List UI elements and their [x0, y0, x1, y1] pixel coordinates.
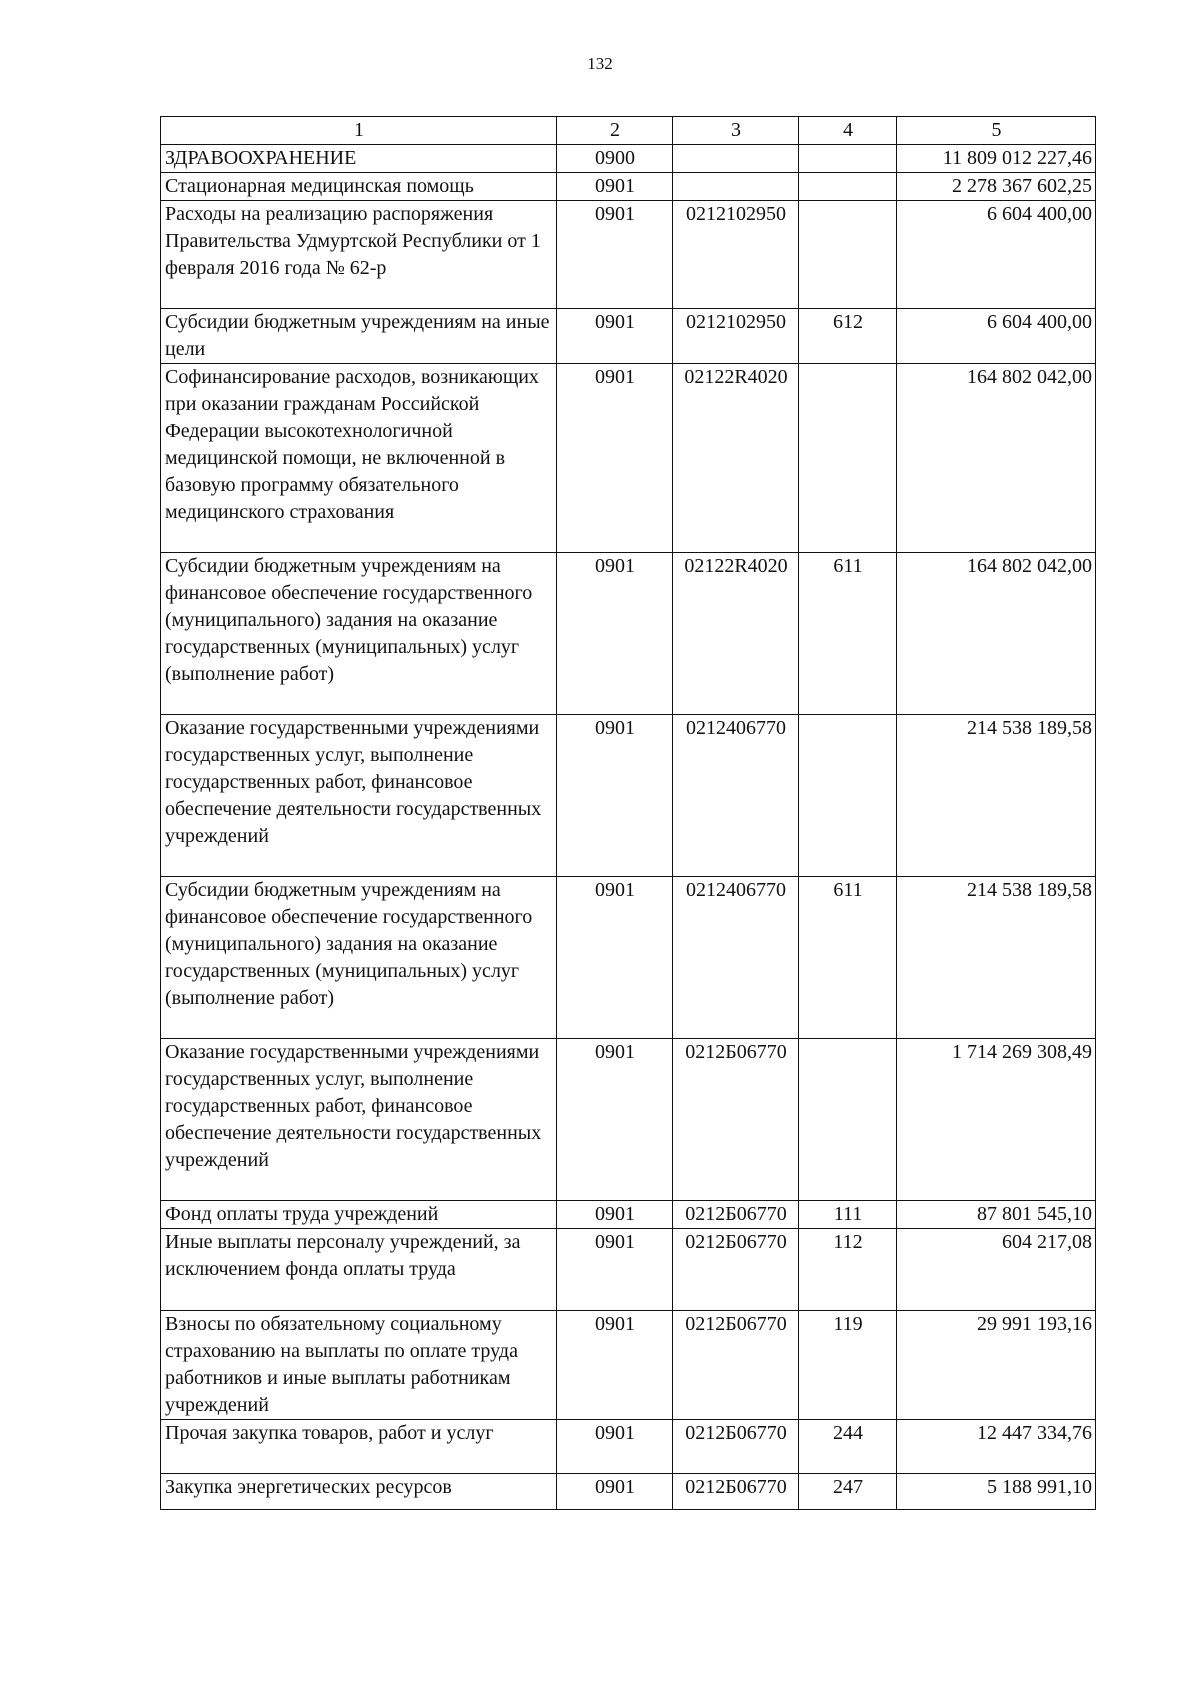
budget-table-body	[161, 117, 1096, 1510]
column-header: 2	[557, 117, 673, 145]
row-name: Закупка энергетических ресурсов	[161, 1474, 557, 1510]
table-header-row	[161, 117, 1096, 145]
row-expense-type	[799, 145, 897, 173]
row-section-code: 0901	[557, 1039, 673, 1201]
row-section-code: 0901	[557, 877, 673, 1039]
table-row	[161, 715, 1096, 877]
row-target-code: 0212Б06770	[673, 1201, 799, 1229]
row-target-code: 0212406770	[673, 877, 799, 1039]
column-header: 1	[161, 117, 557, 145]
page-number: 132	[587, 54, 613, 73]
row-section-code: 0901	[557, 173, 673, 201]
row-expense-type	[799, 364, 897, 553]
row-expense-type: 112	[799, 1229, 897, 1311]
row-amount: 6 604 400,00	[897, 201, 1096, 309]
row-amount: 29 991 193,16	[897, 1311, 1096, 1420]
table-row	[161, 1039, 1096, 1201]
row-expense-type	[799, 1039, 897, 1201]
row-target-code: 0212Б06770	[673, 1420, 799, 1474]
row-expense-type	[799, 715, 897, 877]
row-name: Фонд оплаты труда учреждений	[161, 1201, 557, 1229]
row-expense-type	[799, 173, 897, 201]
row-expense-type: 119	[799, 1311, 897, 1420]
row-name: Оказание государственными учреждениями государственных услуг, выполнение государственных работ, финансовое обеспечение деятельности государственных учреждений	[161, 1039, 557, 1201]
row-amount: 604 217,08	[897, 1229, 1096, 1311]
row-target-code: 0212406770	[673, 715, 799, 877]
row-expense-type: 244	[799, 1420, 897, 1474]
row-section-code: 0901	[557, 364, 673, 553]
row-target-code: 02122R4020	[673, 553, 799, 715]
row-amount: 164 802 042,00	[897, 364, 1096, 553]
table-row	[161, 145, 1096, 173]
row-expense-type: 611	[799, 553, 897, 715]
row-name: Субсидии бюджетным учреждениям на иные цели	[161, 309, 557, 364]
row-section-code: 0901	[557, 1474, 673, 1510]
table-row	[161, 1311, 1096, 1420]
table-row	[161, 201, 1096, 309]
table-row	[161, 1229, 1096, 1311]
row-section-code: 0901	[557, 309, 673, 364]
row-target-code: 0212Б06770	[673, 1039, 799, 1201]
table-row	[161, 1420, 1096, 1474]
row-amount: 164 802 042,00	[897, 553, 1096, 715]
row-amount: 214 538 189,58	[897, 715, 1096, 877]
row-name: Оказание государственными учреждениями государственных услуг, выполнение государственных работ, финансовое обеспечение деятельности государственных учреждений	[161, 715, 557, 877]
row-target-code: 0212102950	[673, 201, 799, 309]
budget-table	[160, 116, 1096, 1510]
row-section-code: 0901	[557, 1229, 673, 1311]
row-target-code: 0212Б06770	[673, 1311, 799, 1420]
table-row	[161, 1474, 1096, 1510]
row-amount: 5 188 991,10	[897, 1474, 1096, 1510]
row-name: Софинансирование расходов, возникающих при оказании гражданам Российской Федерации высокотехнологичной медицинской помощи, не включенной в базовую программу обязательного медицинского страхования	[161, 364, 557, 553]
row-name: Прочая закупка товаров, работ и услуг	[161, 1420, 557, 1474]
row-section-code: 0901	[557, 201, 673, 309]
row-name: ЗДРАВООХРАНЕНИЕ	[161, 145, 557, 173]
column-header: 4	[799, 117, 897, 145]
row-amount: 87 801 545,10	[897, 1201, 1096, 1229]
table-row	[161, 877, 1096, 1039]
row-expense-type: 611	[799, 877, 897, 1039]
row-expense-type: 111	[799, 1201, 897, 1229]
row-target-code	[673, 173, 799, 201]
row-expense-type: 612	[799, 309, 897, 364]
row-amount: 6 604 400,00	[897, 309, 1096, 364]
table-row	[161, 553, 1096, 715]
table-row	[161, 309, 1096, 364]
row-target-code: 02122R4020	[673, 364, 799, 553]
row-target-code: 0212102950	[673, 309, 799, 364]
row-expense-type	[799, 201, 897, 309]
row-section-code: 0901	[557, 715, 673, 877]
row-amount: 2 278 367 602,25	[897, 173, 1096, 201]
table-row	[161, 173, 1096, 201]
row-expense-type: 247	[799, 1474, 897, 1510]
row-section-code: 0901	[557, 1311, 673, 1420]
row-name: Стационарная медицинская помощь	[161, 173, 557, 201]
row-amount: 214 538 189,58	[897, 877, 1096, 1039]
row-target-code	[673, 145, 799, 173]
table-row	[161, 364, 1096, 553]
row-name: Субсидии бюджетным учреждениям на финансовое обеспечение государственного (муниципального) задания на оказание государственных (муниципальных) услуг (выполнение работ)	[161, 553, 557, 715]
row-section-code: 0900	[557, 145, 673, 173]
row-section-code: 0901	[557, 1420, 673, 1474]
row-amount: 1 714 269 308,49	[897, 1039, 1096, 1201]
row-section-code: 0901	[557, 1201, 673, 1229]
row-name: Расходы на реализацию распоряжения Правительства Удмуртской Республики от 1 февраля 2016 года № 62-р	[161, 201, 557, 309]
row-name: Субсидии бюджетным учреждениям на финансовое обеспечение государственного (муниципального) задания на оказание государственных (муниципальных) услуг (выполнение работ)	[161, 877, 557, 1039]
row-name: Иные выплаты персоналу учреждений, за исключением фонда оплаты труда	[161, 1229, 557, 1311]
row-target-code: 0212Б06770	[673, 1474, 799, 1510]
row-section-code: 0901	[557, 553, 673, 715]
column-header: 5	[897, 117, 1096, 145]
column-header: 3	[673, 117, 799, 145]
table-row	[161, 1201, 1096, 1229]
row-target-code: 0212Б06770	[673, 1229, 799, 1311]
row-amount: 11 809 012 227,46	[897, 145, 1096, 173]
row-amount: 12 447 334,76	[897, 1420, 1096, 1474]
row-name: Взносы по обязательному социальному страхованию на выплаты по оплате труда работников и иные выплаты работникам учреждений	[161, 1311, 557, 1420]
